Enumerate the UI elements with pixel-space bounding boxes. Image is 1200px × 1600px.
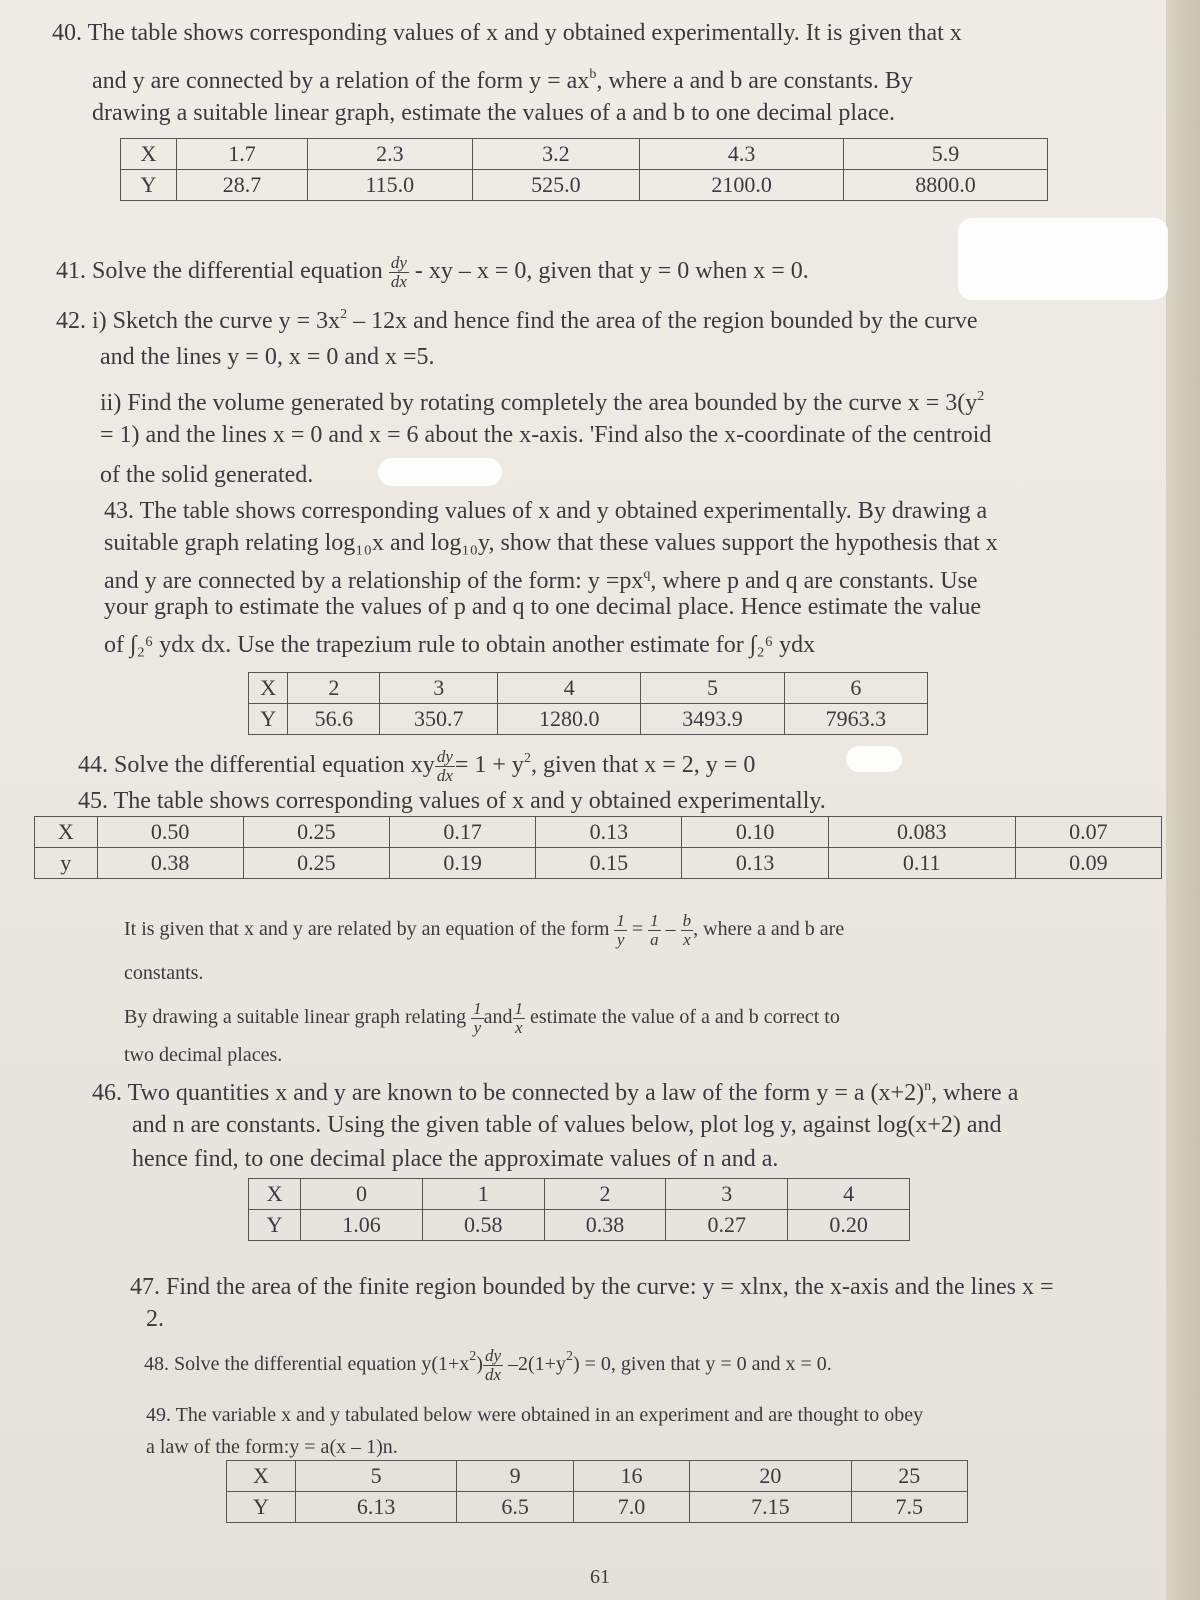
q42-line-2: and the lines y = 0, x = 0 and x =5. (100, 344, 435, 370)
table-cell: 0.19 (390, 848, 536, 879)
table-row-header: Y (249, 704, 288, 735)
table-cell: 56.6 (288, 704, 380, 735)
table-row-header: X (249, 1179, 301, 1210)
q44-line: 44. Solve the differential equation xy $\frac{dy}{dx}$ = $1 + y^2$, given that x = 2, y = 0 (78, 746, 756, 785)
table-cell: 0.50 (97, 817, 243, 848)
table-cell: 0.083 (828, 817, 1015, 848)
q48-line: 48. Solve the differential equation $y(1+x^2)$ $\frac{dy}{dx}$ $-2(1+y^2) = 0$, given that y = 0 and x = 0. (144, 1345, 832, 1384)
q46-line-2: and n are constants. Using the given table of values below, plot log y, against log(x+2) and (132, 1112, 1002, 1138)
table-cell: 0.38 (544, 1210, 666, 1241)
table-row-header: Y (249, 1210, 301, 1241)
q48-derivative: $\frac{dy}{dx}$ (484, 1345, 501, 1384)
fraction-1-over-x: $\frac{1}{x}$ (514, 999, 523, 1037)
q42-line-4: = 1) and the lines x = 0 and x = 6 about the x-axis. 'Find also the x-coordinate of the centroid (100, 422, 992, 448)
q49-line-1: 49. The variable x and y tabulated below were obtained in an experiment and are thought to obey (146, 1404, 924, 1426)
table-cell: 0.27 (666, 1210, 788, 1241)
fraction-1-over-a: $\frac{1}{a}$ (650, 911, 659, 949)
q45-line-2: It is given that x and y are related by an equation of the form $\frac{1}{y}$ = $\frac{1}{a}$ – $\frac{b}{x}$ , where a and b are (124, 911, 845, 949)
q43-line-1: 43. The table shows corresponding values of x and y obtained experimentally. By drawing a (104, 498, 988, 524)
table-cell: 0.25 (243, 848, 389, 879)
table-cell: 0.11 (828, 848, 1015, 879)
q46-line-1: 46. Two quantities x and y are known to be connected by a law of the form y = a $(x+2)^n$, where a (92, 1079, 1019, 1106)
q42-line-5: of the solid generated. (100, 462, 314, 488)
table-row (249, 673, 928, 704)
table-row (249, 1179, 910, 1210)
q40-line-1: 40. The table shows corresponding values of x and y obtained experimentally. It is given that x (52, 20, 962, 46)
table-cell: 16 (573, 1461, 689, 1492)
table-cell: 7963.3 (784, 704, 927, 735)
table-cell: 1 (422, 1179, 544, 1210)
q42-line-1: 42. i) Sketch the curve $y = 3x^2 - 12x$ and hence find the area of the region bounded by the curve (56, 307, 978, 334)
q43-line-2: suitable graph relating log₁₀x and log₁₀y, show that these values support the hypothesis that x (104, 530, 998, 556)
redaction-blot (378, 458, 502, 486)
table-row-header: X (121, 139, 177, 170)
table-cell: 28.7 (177, 170, 308, 201)
page-edge (1166, 0, 1200, 1600)
table-cell: 3493.9 (641, 704, 784, 735)
table-cell: 1280.0 (498, 704, 641, 735)
table-cell: 7.15 (690, 1492, 851, 1523)
table-cell: 3.2 (472, 139, 639, 170)
q46-line-3: hence find, to one decimal place the approximate values of n and a. (132, 1146, 779, 1172)
q45-line-4: By drawing a suitable linear graph relating $\frac{1}{y}$ and $\frac{1}{x}$ estimate the value of a and b correct to (124, 999, 840, 1037)
table-cell: 350.7 (380, 704, 498, 735)
table-cell: 8800.0 (844, 170, 1048, 201)
q41-derivative: $\frac{dy}{dx}$ (390, 253, 407, 291)
table-cell: 525.0 (472, 170, 639, 201)
table-cell: 0.15 (536, 848, 682, 879)
redaction-blot (846, 746, 902, 772)
table-cell: 0.25 (243, 817, 389, 848)
table-row (227, 1461, 968, 1492)
q40-data-table (120, 138, 1048, 201)
table-cell: 20 (690, 1461, 851, 1492)
table-row-header: Y (121, 170, 177, 201)
table-cell: 2 (288, 673, 380, 704)
q42-line-3: ii) Find the volume generated by rotating completely the area bounded by the curve $x = 3(y^2$ (100, 389, 985, 416)
table-row (249, 1210, 910, 1241)
table-row-header: Y (227, 1492, 296, 1523)
q40-line-3: drawing a suitable linear graph, estimate the values of a and b to one decimal place. (92, 100, 896, 126)
q43-line-5: of ∫₂⁶ ydx dx. Use the trapezium rule to obtain another estimate for ∫₂⁶ ydx (104, 632, 816, 658)
table-cell: 0.10 (682, 817, 828, 848)
q43-line-4: your graph to estimate the values of p and q to one decimal place. Hence estimate the value (104, 594, 982, 620)
table-row (121, 170, 1048, 201)
table-cell: 6.13 (296, 1492, 457, 1523)
table-row (121, 139, 1048, 170)
table-cell: 2 (544, 1179, 666, 1210)
table-cell: 2.3 (307, 139, 472, 170)
table-row-header: X (35, 817, 98, 848)
table-cell: 2100.0 (640, 170, 844, 201)
table-cell: 0.07 (1015, 817, 1161, 848)
table-row-header: X (227, 1461, 296, 1492)
table-cell: 0.09 (1015, 848, 1161, 879)
q45-line-1: 45. The table shows corresponding values of x and y obtained experimentally. (78, 788, 826, 814)
q45-line-3: constants. (124, 962, 204, 984)
table-cell: 5 (641, 673, 784, 704)
table-row (227, 1492, 968, 1523)
table-cell: 7.5 (851, 1492, 967, 1523)
table-cell: 0.38 (97, 848, 243, 879)
table-row (249, 704, 928, 735)
table-cell: 0 (301, 1179, 423, 1210)
q47-line-2: 2. (146, 1306, 164, 1332)
table-row-header: X (249, 673, 288, 704)
q49-line-2: a law of the form:y = a(x – 1)n. (146, 1436, 398, 1458)
table-cell: 6 (784, 673, 927, 704)
table-cell: 7.0 (573, 1492, 689, 1523)
q46-data-table (248, 1178, 910, 1241)
table-cell: 0.17 (390, 817, 536, 848)
q43-line-3: and y are connected by a relationship of the form: $y =px^q$, where p and q are constants. Use (104, 567, 978, 594)
table-cell: 0.13 (682, 848, 828, 879)
table-row (35, 848, 1162, 879)
table-cell: 1.06 (301, 1210, 423, 1241)
q43-data-table (248, 672, 928, 735)
table-cell: 25 (851, 1461, 967, 1492)
q44-derivative: $\frac{dy}{dx}$ (436, 746, 453, 785)
q45-data-table (34, 816, 1162, 879)
table-cell: 5 (296, 1461, 457, 1492)
fraction-b-over-x: $\frac{b}{x}$ (682, 911, 692, 949)
table-cell: 5.9 (844, 139, 1048, 170)
table-cell: 4.3 (640, 139, 844, 170)
table-row-header: y (35, 848, 98, 879)
fraction-1-over-y: $\frac{1}{y}$ (616, 911, 625, 949)
table-cell: 0.58 (422, 1210, 544, 1241)
table-cell: 115.0 (307, 170, 472, 201)
page-number: 61 (590, 1566, 610, 1588)
table-cell: 3 (380, 673, 498, 704)
table-cell: 0.13 (536, 817, 682, 848)
table-cell: 3 (666, 1179, 788, 1210)
table-cell: 1.7 (177, 139, 308, 170)
fraction-1-over-y: $\frac{1}{y}$ (473, 999, 482, 1037)
table-cell: 9 (457, 1461, 573, 1492)
q47-line-1: 47. Find the area of the finite region bounded by the curve: y = xlnx, the x-axis and the lines x = (130, 1274, 1054, 1300)
q41-line: 41. Solve the differential equation $\frac{dy}{dx}$ - xy – x = 0, given that y = 0 when x = 0. (56, 253, 809, 291)
table-row (35, 817, 1162, 848)
table-cell: 4 (498, 673, 641, 704)
redaction-blot (958, 218, 1168, 300)
q40-line-2: and y are connected by a relation of the form $y = ax^b$, where a and b are constants. By (92, 67, 913, 94)
table-cell: 4 (788, 1179, 910, 1210)
table-cell: 0.20 (788, 1210, 910, 1241)
table-cell: 6.5 (457, 1492, 573, 1523)
q45-line-5: two decimal places. (124, 1044, 283, 1066)
q49-data-table (226, 1460, 968, 1523)
